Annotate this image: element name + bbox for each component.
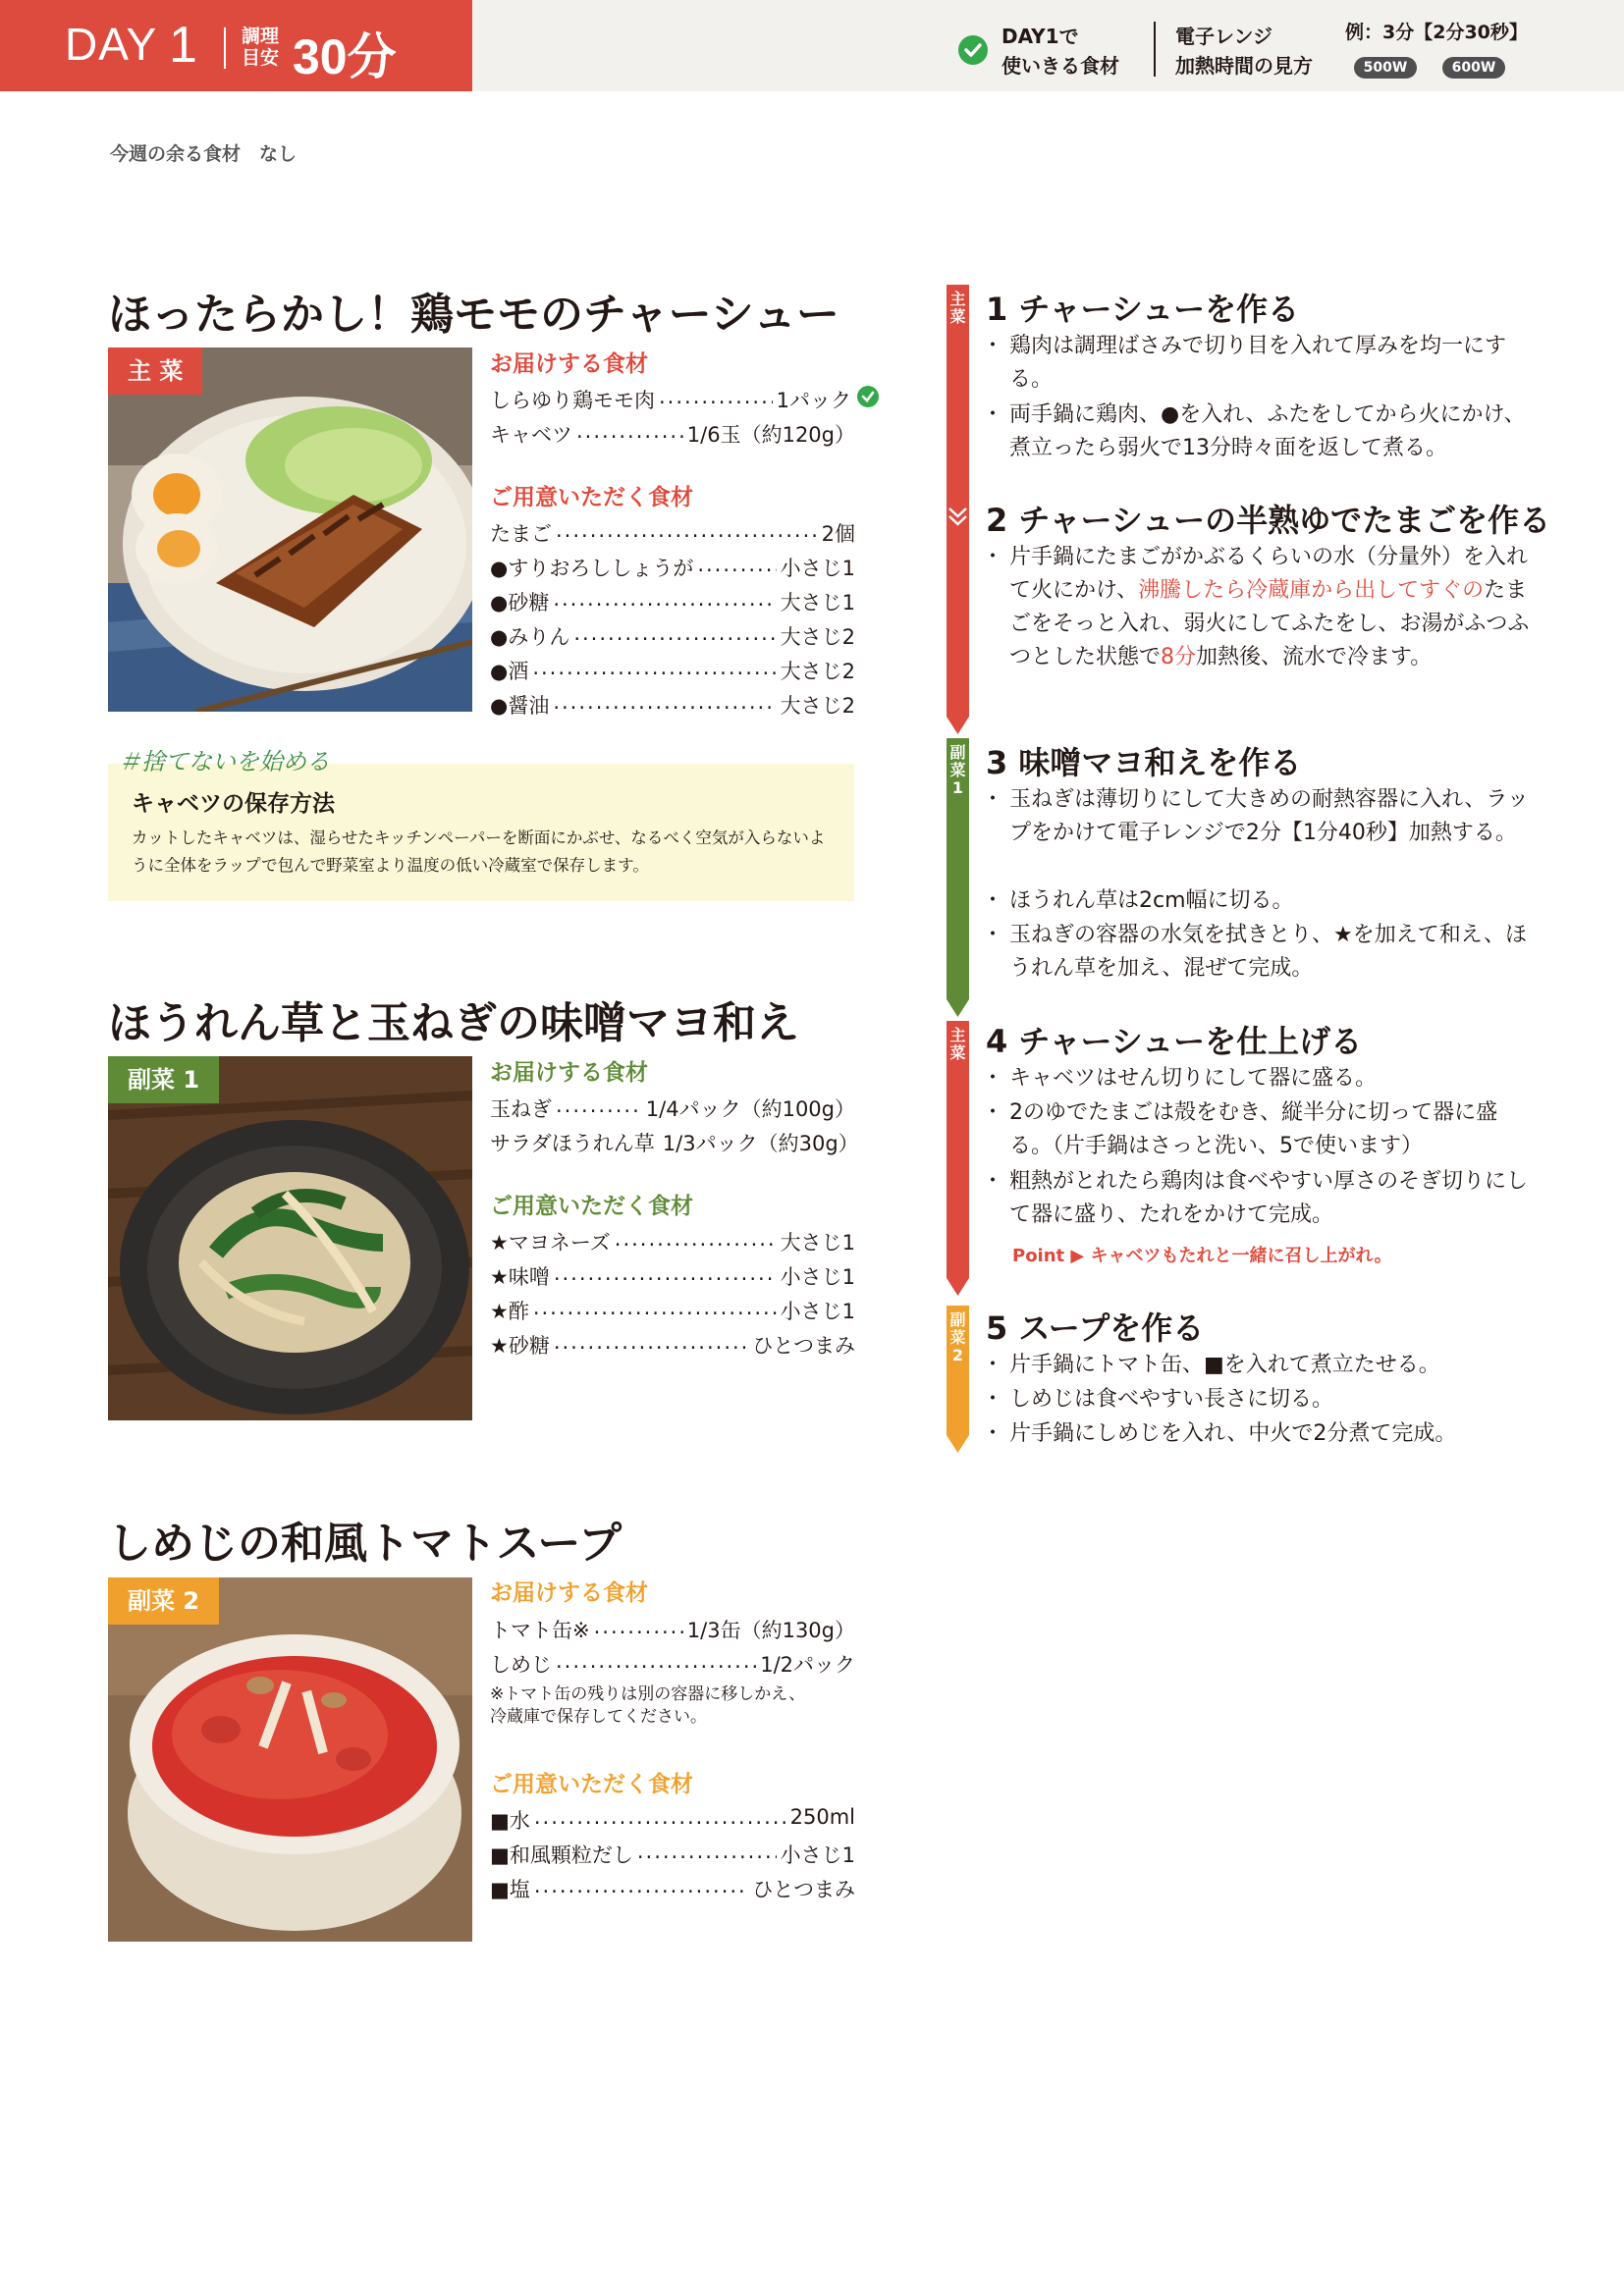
ingredient-row: ★酢 ..... 小さじ1	[490, 1296, 855, 1325]
step-1-item: ・ 両手鍋に鶏肉、●を入れ、ふたをしてから火にかけ、煮立ったら弱火で13分時々面を返して煮る。	[988, 399, 1538, 465]
tag-side-dish-2: 副菜 2	[108, 1577, 219, 1625]
step-4-item: ・ キャベツはせん切りにして器に盛る。	[988, 1062, 1538, 1095]
page-header	[0, 0, 1624, 91]
step-4-title: 4 チャーシューを仕上げる	[986, 1023, 1363, 1060]
tip-body: カットしたキャベツは、湿らせたキッチンペーパーを断面にかぶせ、なるべく空気が入らないように全体をラップで包んで野菜室より温度の低い冷蔵室で保存します。	[132, 828, 826, 875]
check-circle-icon	[857, 386, 879, 407]
header-divider	[1154, 22, 1156, 77]
photo-spinach-miso-mayo	[108, 1056, 472, 1420]
tag-main-dish: 主 菜	[108, 347, 202, 395]
day-label: DAY	[65, 19, 158, 70]
ingredient-row: しらゆり鶏モモ肉 ..... 1パック	[490, 385, 855, 414]
check-circle-icon	[958, 35, 988, 65]
photo-chashu	[108, 347, 472, 712]
step-5-title: 5 スープを作る	[986, 1309, 1205, 1347]
ingredient-row: しめじ ..... 1/2パック	[490, 1649, 855, 1679]
step-3-title: 3 味噌マヨ和えを作る	[986, 744, 1302, 781]
recipe-title-main: ほったらかし！鶏モモのチャーシュー	[108, 290, 839, 340]
delivered-heading: お届けする食材	[490, 1060, 648, 1086]
day-badge	[0, 0, 472, 91]
ingredient-row: ★味噌 ..... 小さじ1	[490, 1261, 855, 1291]
microwave-example: 例：3分【2分30秒】	[1345, 22, 1528, 43]
ingredient-row: ●すりおろししょうが ..... 小さじ1	[490, 553, 855, 582]
ingredient-row: たまご ..... 2個	[490, 518, 855, 548]
tip-heading: キャベツの保存方法	[132, 791, 335, 817]
ingredient-row: ●砂糖 ..... 大さじ1	[490, 587, 855, 616]
ingredient-row: ■和風顆粒だし ..... 小さじ1	[490, 1840, 855, 1869]
prepared-heading: ご用意いただく食材	[490, 1772, 693, 1797]
day-divider	[224, 27, 226, 69]
step-3-item: ・ 玉ねぎの容器の水気を拭きとり、★を加えて和え、ほうれん草を加え、混ぜて完成。	[988, 919, 1538, 986]
step-bar-side2: 副菜2	[947, 1306, 969, 1435]
ingredient-row: ★マヨネーズ ..... 大さじ1	[490, 1227, 855, 1256]
step-4-item: ・ 2のゆでたまごは殻をむき、縦半分に切って器に盛る。（片手鍋はさっと洗い、5で使います）	[988, 1096, 1538, 1163]
step-4-item: ・ 粗熱がとれたら鶏肉は食べやすい厚さのそぎ切りにして器に盛り、たれをかけて完成。	[988, 1165, 1538, 1232]
ingredient-row: ●酒 ..... 大さじ2	[490, 656, 855, 685]
cooking-time-label: 調理目安	[242, 26, 280, 69]
step-1-item: ・ 鶏肉は調理ばさみで切り目を入れて厚みを均一にする。	[988, 330, 1538, 397]
use-up-legend: DAY1で 使いきる食材	[1001, 25, 1119, 78]
step-2-item: ・ 片手鍋にたまごがかぶるくらいの水（分量外）を入れて火にかけ、沸騰したら冷蔵庫から出してすぐのたまごをそっと入れ、弱火にしてふたをし、お湯がふつふつとした状態で8分加熱後、流水で冷ます。	[988, 541, 1538, 674]
tip-script-title: ＃捨てないを始める	[118, 748, 330, 775]
delivered-heading: お届けする食材	[490, 1580, 648, 1606]
step-1-title: 1 チャーシューを作る	[986, 291, 1300, 328]
step-bar-main-2: 主菜	[947, 1021, 969, 1278]
step-3-item: ・ 玉ねぎは薄切りにして大きめの耐熱容器に入れ、ラップをかけて電子レンジで2分【1分40秒】加熱する。	[988, 783, 1538, 850]
step-2-title: 2 チャーシューの半熟ゆでたまごを作る	[986, 502, 1551, 539]
storage-tip-box	[108, 764, 854, 901]
ingredient-row: サラダほうれん草 1/3パック（約30g）	[490, 1132, 859, 1155]
step-3-item: ・ ほうれん草は2cm幅に切る。	[988, 884, 1538, 918]
prepared-heading: ご用意いただく食材	[490, 1194, 693, 1219]
day-number: 1	[169, 17, 197, 74]
tag-side-dish-1: 副菜 1	[108, 1056, 219, 1103]
recipe-title-side1: ほうれん草と玉ねぎの味噌マヨ和え	[108, 998, 799, 1048]
step-bar-main: 主菜	[947, 285, 969, 717]
prepared-heading: ご用意いただく食材	[490, 485, 693, 510]
watt-500-badge: 500W	[1354, 57, 1417, 79]
cooking-time: 30分	[293, 29, 397, 84]
photo-tomato-soup	[108, 1577, 472, 1942]
delivered-heading: お届けする食材	[490, 351, 648, 377]
step-bar-side1: 副菜1	[947, 738, 969, 999]
recipe-title-side2: しめじの和風トマトスープ	[108, 1519, 623, 1569]
ingredient-row: 玉ねぎ ..... 1/4パック（約100g）	[490, 1094, 855, 1123]
watt-600-badge: 600W	[1442, 57, 1505, 79]
ingredient-row: ■塩 ..... ひとつまみ	[490, 1874, 855, 1903]
ingredient-row: ●醤油 ..... 大さじ2	[490, 690, 855, 720]
microwave-legend: 電子レンジ 加熱時間の見方	[1175, 25, 1313, 78]
ingredient-row: キャベツ ..... 1/6玉（約120g）	[490, 419, 855, 449]
storage-note: ※トマト缶の残りは別の容器に移しかえ、 冷蔵庫で保存してください。	[490, 1684, 806, 1727]
ingredient-row: ●みりん ..... 大さじ2	[490, 621, 855, 651]
step-5-item: ・ 片手鍋にしめじを入れ、中火で2分煮て完成。	[988, 1417, 1538, 1451]
step-4-point: Point ▶ キャベツもたれと一緒に召し上がれ。	[1012, 1246, 1392, 1266]
step-5-item: ・ しめじは食べやすい長さに切る。	[988, 1383, 1538, 1416]
ingredient-row: ■水 ..... 250ml	[490, 1805, 855, 1835]
ingredient-row: ★砂糖 ..... ひとつまみ	[490, 1330, 855, 1360]
leftover-ingredients: 今週の余る食材 なし	[110, 143, 298, 165]
step-5-item: ・ 片手鍋にトマト缶、■を入れて煮立たせる。	[988, 1349, 1538, 1382]
ingredient-row: トマト缶※ ..... 1/3缶（約130g）	[490, 1615, 855, 1644]
